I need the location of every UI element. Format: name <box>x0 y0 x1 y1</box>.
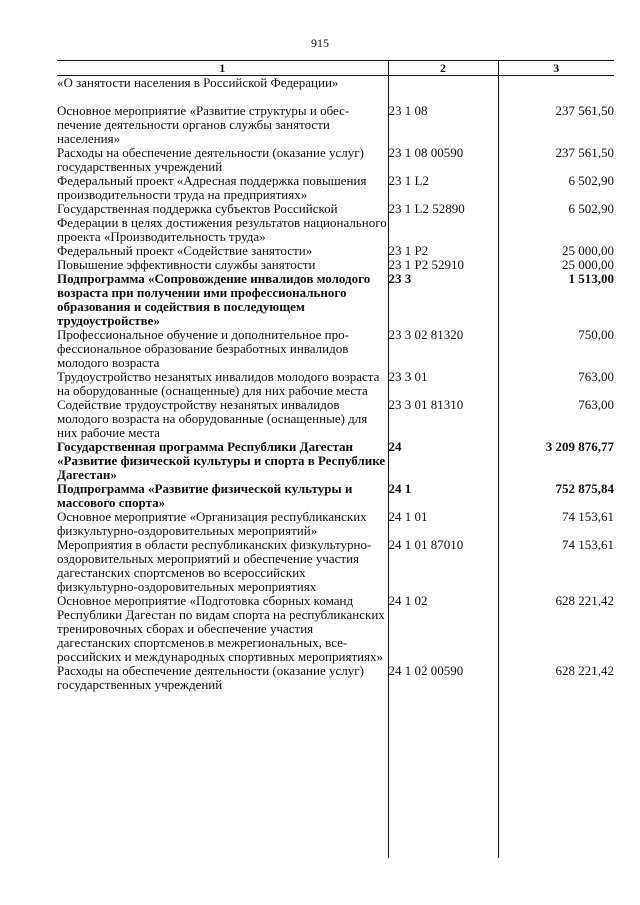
row-name-cell: «О занятости населения в Российской Федерации» <box>57 75 339 90</box>
table-row <box>57 76 614 105</box>
row-code-cell: 23 1 08 00590 <box>388 146 498 174</box>
header-col-1: 1 <box>57 61 388 76</box>
row-name-cell: Основное мероприятие «Развитие структуры и обеспечение деятельности органов службы занятости населения» <box>57 103 350 146</box>
row-code-cell: 23 3 <box>388 272 498 328</box>
table-row <box>57 440 614 482</box>
row-amount-cell: 25 000,00 <box>498 258 614 272</box>
table-row <box>57 328 614 370</box>
row-code-cell: 24 1 02 <box>388 594 498 664</box>
row-name-cell: Трудоустройство незанятых инвалидов молодого возраста на оборудованные (оснащенные) для них рабочие места <box>57 369 380 398</box>
table-row <box>57 370 614 398</box>
table-row <box>57 146 614 174</box>
row-amount-cell: 1 513,00 <box>498 272 614 328</box>
table-row <box>57 398 614 440</box>
row-name-cell: Государственная поддержка субъектов Российской Федерации в целях достижения результатов национального проекта «Производительность труда» <box>57 201 387 244</box>
budget-table <box>57 60 614 692</box>
row-name-cell: Мероприятия в области республиканских физкультурно-оздоровительных мероприятий и обеспечение участия дагестанских спортсменов во всероссийских физкультурно-оздоровительных мероприятиях <box>57 537 372 594</box>
row-name-cell: Федеральный проект «Адресная поддержка повышения производительности труда на предприятиях» <box>57 173 367 202</box>
table-row <box>57 244 614 258</box>
table-row <box>57 174 614 202</box>
row-amount-cell: 6 502,90 <box>498 202 614 244</box>
row-code-cell <box>388 76 498 105</box>
row-amount-cell: 3 209 876,77 <box>498 440 614 482</box>
row-code-cell: 24 1 02 00590 <box>388 664 498 692</box>
row-code-cell: 23 1 L2 52890 <box>388 202 498 244</box>
row-amount-cell: 74 153,61 <box>498 510 614 538</box>
row-code-cell: 23 1 P2 52910 <box>388 258 498 272</box>
row-code-cell: 24 1 <box>388 482 498 510</box>
row-amount-cell: 74 153,61 <box>498 538 614 594</box>
row-name-cell: Федеральный проект «Содействие занятости» <box>57 243 313 258</box>
row-name-cell: Государственная программа Республики Дагестан «Развитие физической культуры и спорта в Республике Дагестан» <box>57 439 386 482</box>
row-amount-cell: 237 561,50 <box>498 104 614 146</box>
row-amount-cell: 6 502,90 <box>498 174 614 202</box>
row-amount-cell: 763,00 <box>498 370 614 398</box>
table-row <box>57 258 614 272</box>
table-row <box>57 664 614 692</box>
row-amount-cell: 237 561,50 <box>498 146 614 174</box>
row-amount-cell: 763,00 <box>498 398 614 440</box>
row-amount-cell: 628 221,42 <box>498 594 614 664</box>
row-amount-cell <box>498 76 614 105</box>
table-row <box>57 482 614 510</box>
row-code-cell: 24 1 01 <box>388 510 498 538</box>
table-row <box>57 510 614 538</box>
row-code-cell: 23 3 01 81310 <box>388 398 498 440</box>
row-code-cell: 23 1 L2 <box>388 174 498 202</box>
budget-table-container <box>57 60 614 692</box>
row-code-cell: 23 1 08 <box>388 104 498 146</box>
row-name-cell: Повышение эффективности службы занятости <box>57 257 316 272</box>
row-code-cell: 24 1 01 87010 <box>388 538 498 594</box>
row-name-cell: Подпрограмма «Развитие физической культуры и массового спорта» <box>57 481 353 510</box>
row-amount-cell: 25 000,00 <box>498 244 614 258</box>
table-row <box>57 202 614 244</box>
page-number: 915 <box>311 36 329 50</box>
row-amount-cell: 750,00 <box>498 328 614 370</box>
row-code-cell: 23 3 02 81320 <box>388 328 498 370</box>
row-code-cell: 23 3 01 <box>388 370 498 398</box>
table-row <box>57 272 614 328</box>
table-row <box>57 538 614 594</box>
row-name-cell: Содействие трудоустройству незанятых инвалидов молодого возраста на оборудованные (оснащенные) для них рабочие места <box>57 397 368 440</box>
table-header-row <box>57 61 614 76</box>
table-row <box>57 594 614 664</box>
row-code-cell: 23 1 P2 <box>388 244 498 258</box>
row-amount-cell: 628 221,42 <box>498 664 614 692</box>
table-row <box>57 104 614 146</box>
row-name-cell: Основное мероприятие «Организация республиканских физкультурно-оздоровительных мероприятий» <box>57 509 367 538</box>
row-code-cell: 24 <box>388 440 498 482</box>
row-amount-cell: 752 875,84 <box>498 482 614 510</box>
row-name-cell: Расходы на обеспечение деятельности (оказание услуг) государственных учреждений <box>57 145 364 174</box>
row-name-cell: Основное мероприятие «Подготовка сборных команд Республики Дагестан по видам спорта на республиканских тренировочных сборах и обеспечение участия дагестанских спортсменов в межрегиональных, всероссийских и международных спортивных мероприятиях» <box>57 593 385 664</box>
row-name-cell: Расходы на обеспечение деятельности (оказание услуг) государственных учреждений <box>57 663 364 692</box>
header-col-3: 3 <box>498 61 614 76</box>
row-name-cell: Профессиональное обучение и дополнительное профессиональное образование безработных инвалидов молодого возраста <box>57 327 349 370</box>
header-col-2: 2 <box>388 61 498 76</box>
row-name-cell: Подпрограмма «Сопровождение инвалидов молодого возраста при получении ими профессионального образования и содействия в последующем трудоустройстве» <box>57 271 371 328</box>
